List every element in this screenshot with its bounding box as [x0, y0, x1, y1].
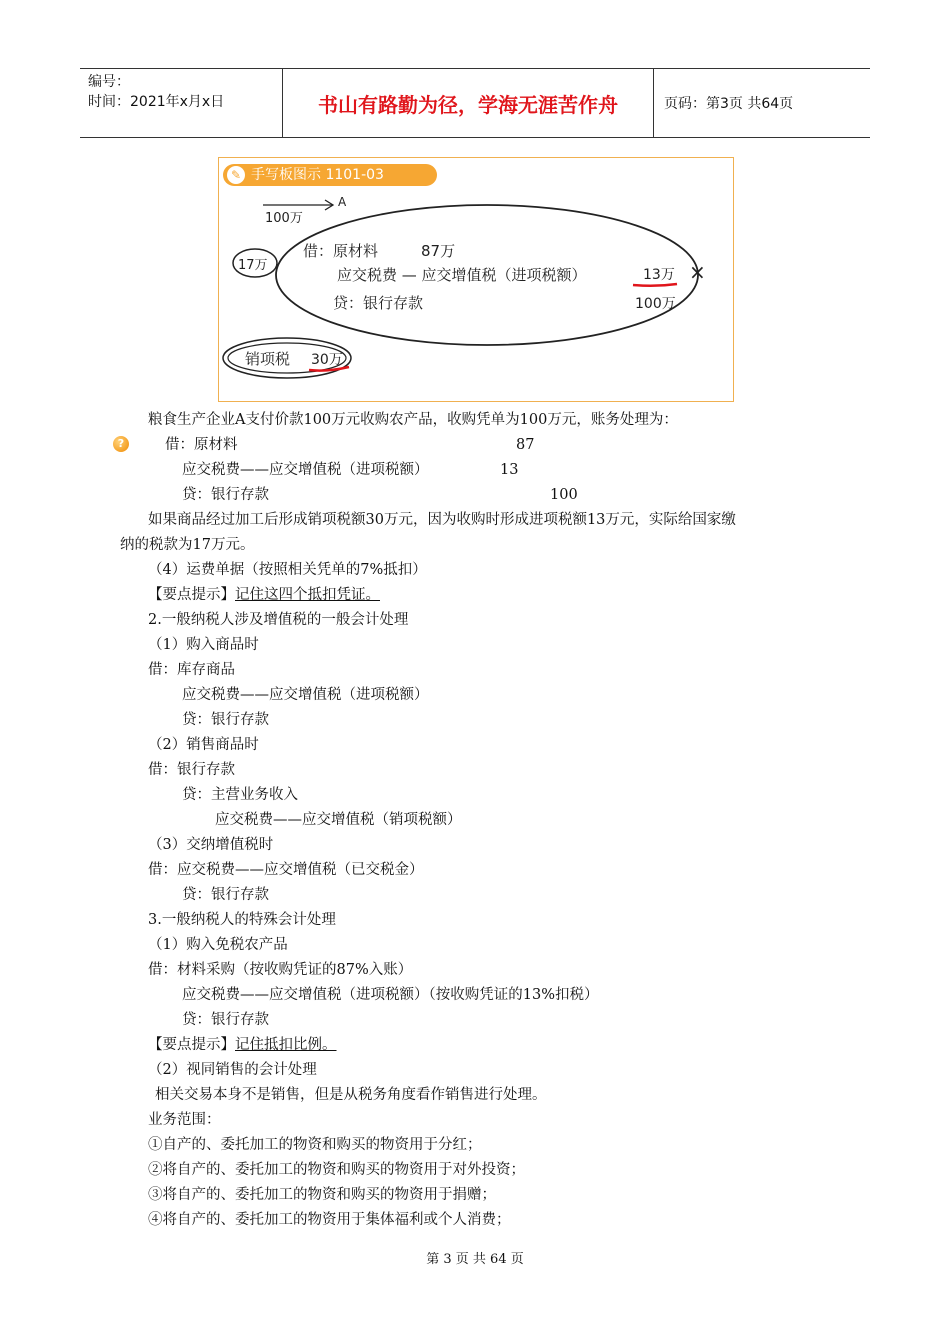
tip-1 — [148, 585, 380, 605]
section-2-heading: 2.一般纳税人涉及增值税的一般会计处理 — [148, 612, 409, 628]
sub-2: （2）销售商品时 — [148, 737, 259, 753]
list-item-4: ④将自产的、委托加工的物资用于集体福利或个人消费； — [148, 1212, 511, 1228]
question-icon[interactable]: ? — [113, 436, 129, 452]
figure-tag-label: 手写板图示 1101-03 — [251, 167, 384, 183]
header-meta — [80, 69, 283, 137]
page-footer: 第 3 页 共 64 页 — [426, 1252, 524, 1267]
entry-debit: 借：原材料 — [165, 437, 238, 453]
fig-credit-amount: 100万 — [635, 296, 676, 312]
section-3-heading: 3.一般纳税人的特殊会计处理 — [148, 912, 336, 928]
fig-output-tax-amount: 30万 — [311, 352, 343, 368]
tip-label: 【要点提示】 — [148, 587, 235, 603]
tip-label-2: 【要点提示】 — [148, 1037, 235, 1053]
entry-credit: 贷：银行存款 — [182, 487, 269, 503]
fig-tax-amount: 13万 — [643, 267, 675, 283]
line-16: 贷：主营业务收入 — [182, 787, 298, 803]
sub-3: （3）交纳增值税时 — [148, 837, 274, 853]
line-11: 借：库存商品 — [148, 662, 235, 678]
sub-3-2: （2）视同销售的会计处理 — [148, 1062, 317, 1078]
list-item-1: ①自产的、委托加工的物资和购买的物资用于分红； — [148, 1137, 482, 1153]
line-23: 借：材料采购（按收购凭证的87%入账） — [148, 962, 413, 978]
header-page-info: 页码：第3页 共64页 — [664, 96, 794, 112]
entry-debit-amount: 87 — [516, 437, 535, 453]
fig-output-tax-label: 销项税 — [245, 350, 291, 368]
line-25: 贷：银行存款 — [182, 1012, 269, 1028]
fig-tax-line: 应交税费 — 应交增值税（进项税额） — [337, 266, 587, 284]
circle-17-label: 17万 — [238, 258, 268, 273]
sub-1: （1）购入商品时 — [148, 637, 259, 653]
pen-icon: ✎ — [227, 166, 245, 184]
line-19: 借：应交税费——应交增值税（已交税金） — [148, 862, 424, 878]
line-13: 贷：银行存款 — [182, 712, 269, 728]
fig-debit-line: 借：原材料 — [303, 242, 379, 260]
tip-text: 记住这四个抵扣凭证。 — [235, 587, 380, 603]
line-20: 贷：银行存款 — [182, 887, 269, 903]
doc-number: 编号： — [88, 74, 130, 90]
list-item-2: ②将自产的、委托加工的物资和购买的物资用于对外投资； — [148, 1162, 525, 1178]
entry-tax: 应交税费——应交增值税（进项税额） — [182, 462, 429, 478]
cross-mark: × — [689, 260, 706, 284]
page-header — [80, 68, 870, 138]
tip-text-2: 记住抵扣比例。 — [235, 1037, 337, 1053]
list-item-3: ③将自产的、委托加工的物资和购买的物资用于捐赠； — [148, 1187, 496, 1203]
para-example: 粮食生产企业A支付价款100万元收购农产品，收购凭单为100万元，账务处理为： — [148, 412, 678, 428]
fig-debit-amount: 87万 — [421, 242, 456, 260]
tip-2 — [148, 1035, 337, 1055]
line-17: 应交税费——应交增值税（销项税额） — [215, 812, 462, 828]
line-28: 相关交易本身不是销售，但是从税务角度看作销售进行处理。 — [155, 1087, 547, 1103]
line-29: 业务范围： — [148, 1112, 221, 1128]
arrow-label: 100万 — [265, 211, 303, 226]
fig-credit-line: 贷：银行存款 — [333, 294, 424, 312]
header-motto: 书山有路勤为径，学海无涯苦作舟 — [283, 69, 654, 137]
line-24: 应交税费——应交增值税（进项税额）（按收购凭证的13%扣税） — [182, 987, 599, 1003]
line-15: 借：银行存款 — [148, 762, 235, 778]
entry-credit-amount: 100 — [550, 487, 578, 503]
handwriting-figure — [218, 157, 734, 402]
sub-3-1: （1）购入免税农产品 — [148, 937, 288, 953]
item-freight: （4）运费单据（按照相关凭单的7%抵扣） — [148, 562, 427, 578]
para-explain-1: 如果商品经过加工后形成销项税额30万元，因为收购时形成进项税额13万元，实际给国家缴 — [148, 512, 736, 528]
para-explain-2: 纳的税款为17万元。 — [120, 537, 255, 553]
underline-13 — [633, 284, 677, 286]
arrow-target: A — [338, 195, 347, 209]
doc-time: 时间：2021年x月x日 — [88, 94, 225, 110]
entry-tax-amount: 13 — [500, 462, 519, 478]
line-12: 应交税费——应交增值税（进项税额） — [182, 687, 429, 703]
